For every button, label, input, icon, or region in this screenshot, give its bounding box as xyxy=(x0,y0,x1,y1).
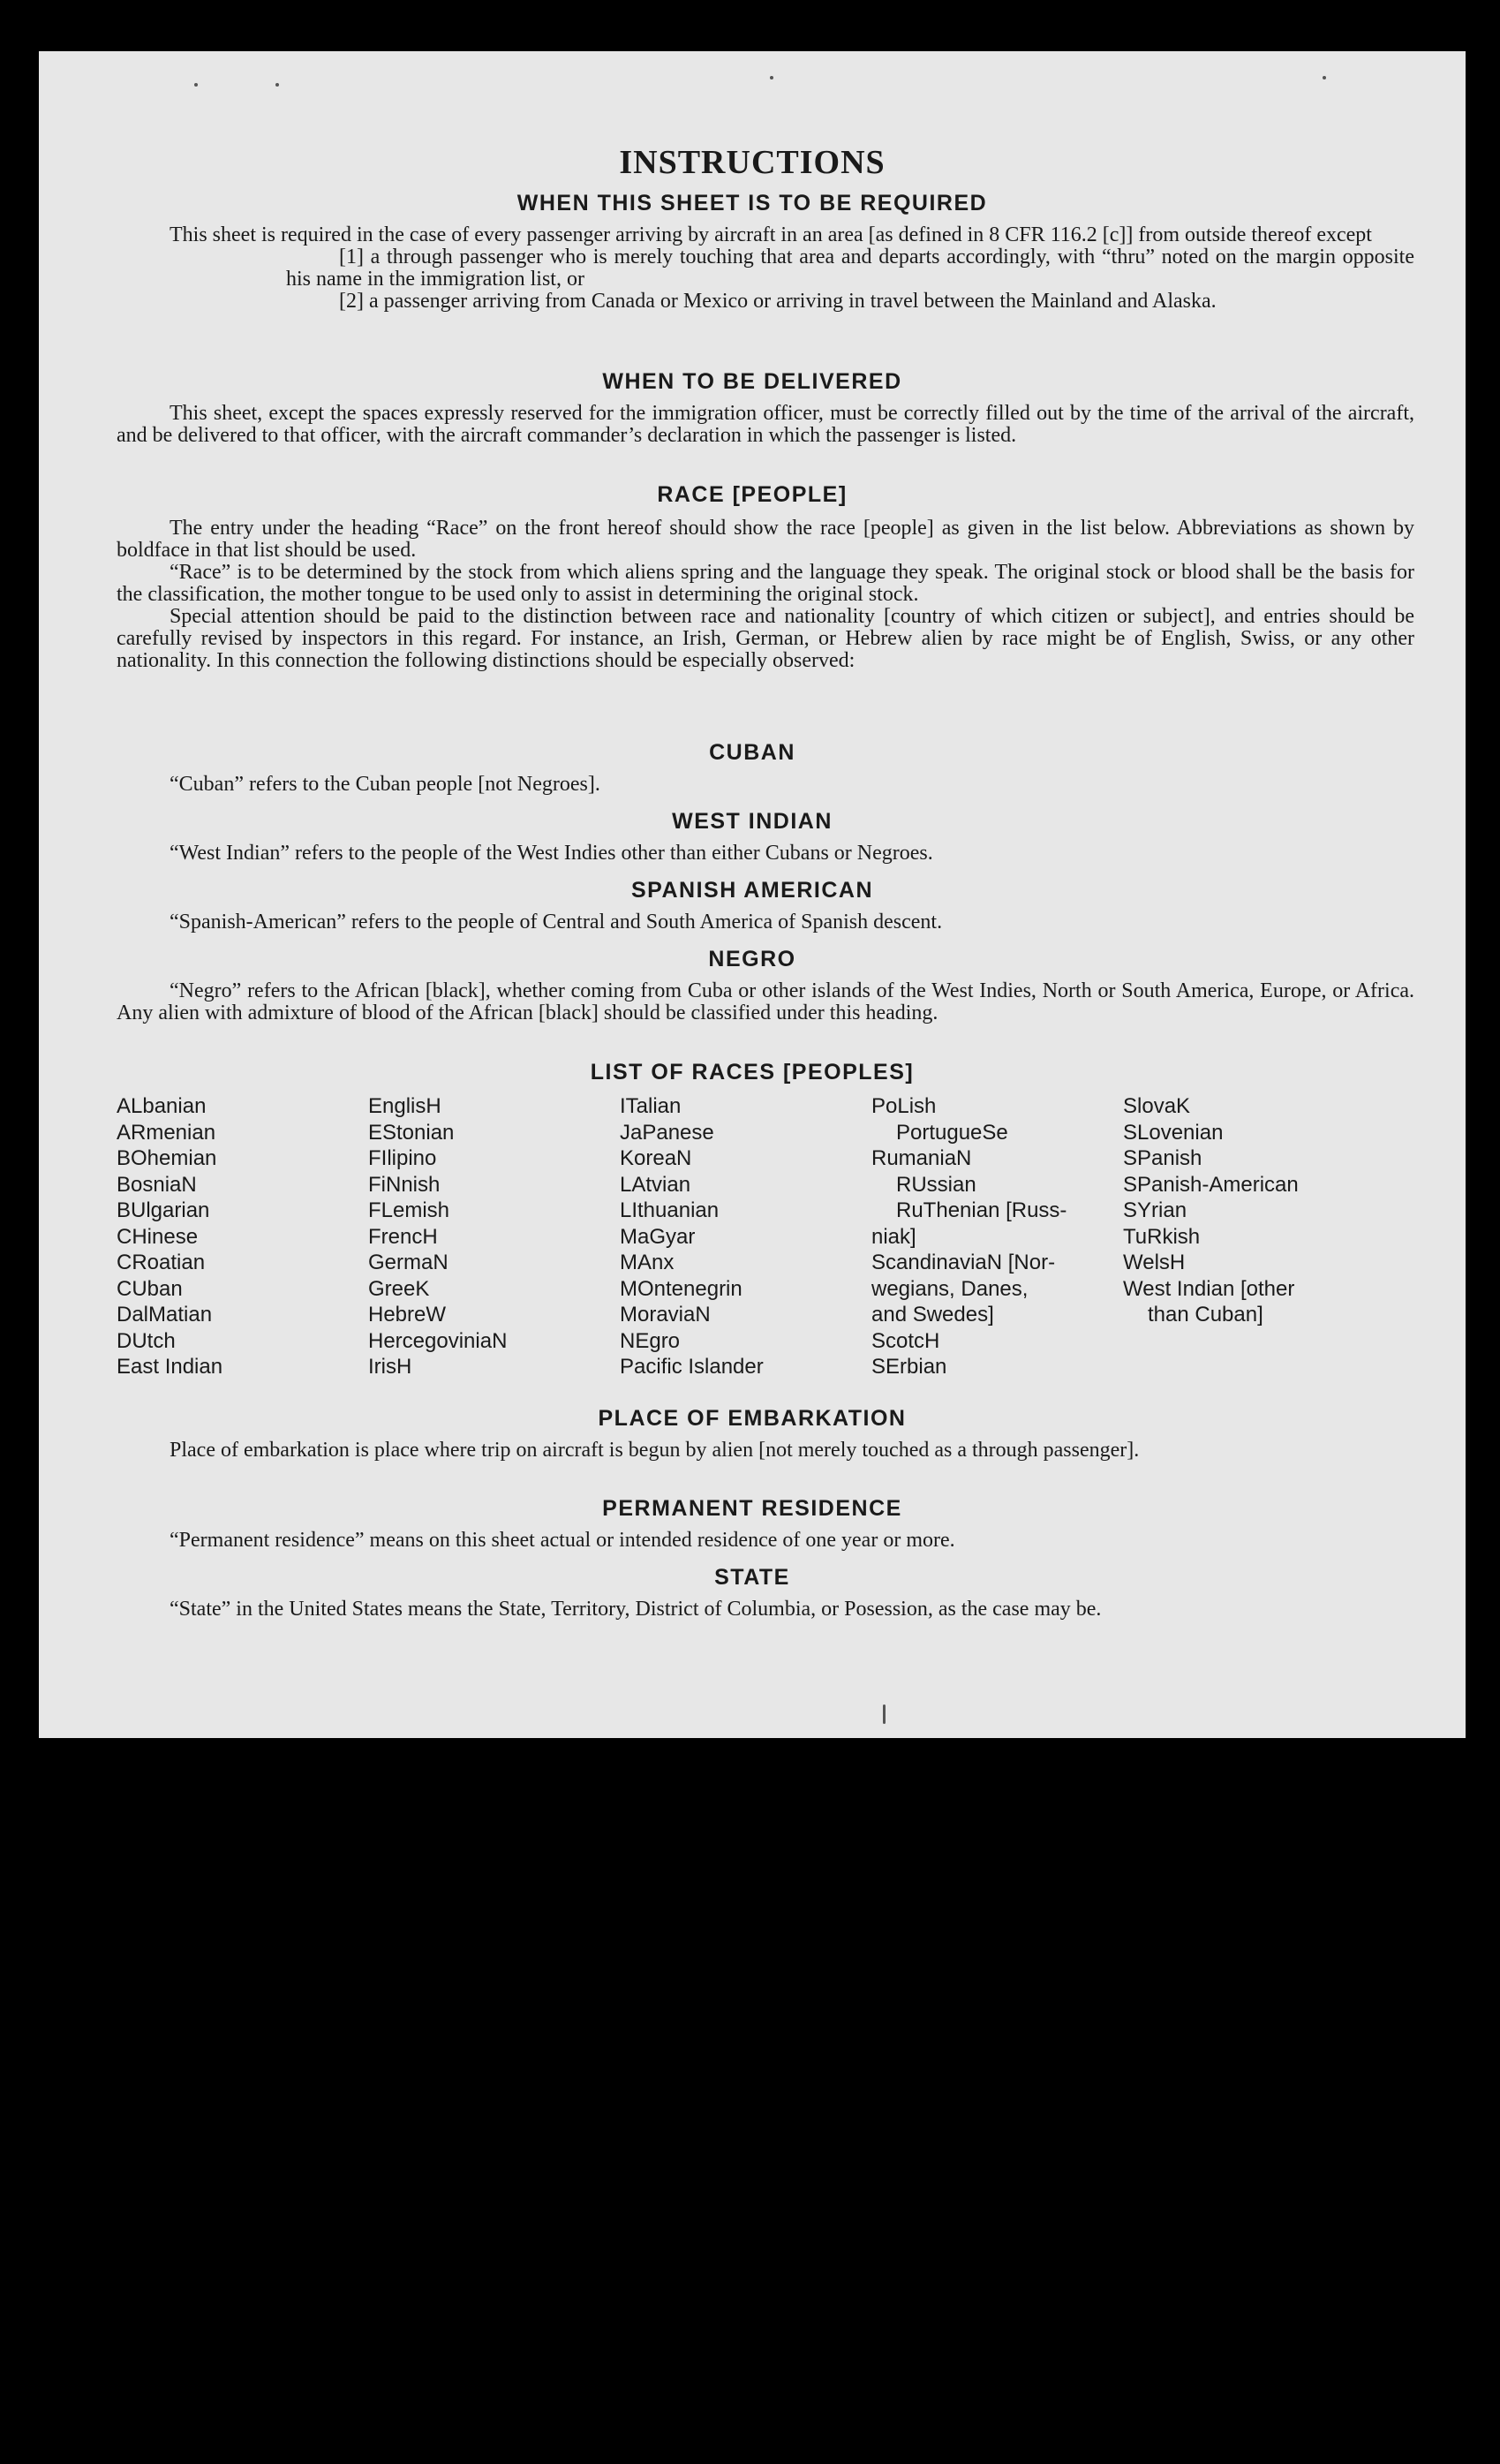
race-column-5 xyxy=(1123,1093,1370,1328)
scan-speck xyxy=(275,83,279,87)
race-entry: LIthuanian xyxy=(620,1198,720,1222)
race-entry: RuThenian [Russ- xyxy=(896,1198,1067,1222)
scan-speck xyxy=(770,76,773,79)
scan-speck xyxy=(194,83,198,87)
section-race xyxy=(117,518,1414,672)
race-entry: ScandinaviaN [Nor- xyxy=(871,1251,1056,1274)
race-entry: CHinese xyxy=(117,1224,199,1249)
race-entry: FiNnish xyxy=(368,1172,441,1197)
race-entry: SPanish-American xyxy=(1123,1172,1299,1197)
section-negro xyxy=(117,980,1414,1024)
race-entry: MAnx xyxy=(620,1251,675,1274)
race-entry: PortugueSe xyxy=(896,1120,1008,1145)
scan-speck xyxy=(1323,76,1326,79)
embarkation-text: Place of embarkation is place where trip on aircraft is begun by alien [not merely touched as a through passenger]. xyxy=(170,1439,1140,1462)
race-entry: SErbian xyxy=(871,1355,947,1379)
race-column-4 xyxy=(871,1093,1119,1380)
heading-spanish-american: SPANISH AMERICAN xyxy=(630,878,873,903)
heading-west-indian: WEST INDIAN xyxy=(672,809,833,834)
section-when-required xyxy=(117,224,1414,313)
race-entry: SYrian xyxy=(1123,1198,1187,1222)
race-entry: BosniaN xyxy=(117,1172,197,1197)
race-entry: HebreW xyxy=(368,1303,447,1326)
state-text: “State” in the United States means the State, Territory, District of Columbia, or Posession, as the case may be. xyxy=(170,1598,1102,1621)
race-entry: PoLish xyxy=(871,1094,937,1118)
race-entry: ALbanian xyxy=(117,1094,207,1118)
race-entry: ARmenian xyxy=(117,1120,216,1145)
race-entry: LAtvian xyxy=(620,1172,691,1197)
heading-race: RACE [PEOPLE] xyxy=(657,482,848,507)
race-paragraph-2: “Race” is to be determined by the stock from which aliens spring and the language they speak. The original stock or blood shall be the basis for the classification, the mother tongue to be used only to assist in determining the original stock. xyxy=(117,561,1414,606)
race-entry: and Swedes] xyxy=(871,1303,994,1326)
section-state xyxy=(117,1599,1414,1621)
race-entry: BUlgarian xyxy=(117,1198,210,1222)
race-entry: IrisH xyxy=(368,1355,412,1379)
race-entry: Pacific Islander xyxy=(620,1355,764,1379)
heading-when-delivered: WHEN TO BE DELIVERED xyxy=(602,369,902,394)
race-entry: KoreaN xyxy=(620,1146,692,1170)
race-entry: HercegoviniaN xyxy=(368,1328,508,1353)
section-when-delivered xyxy=(117,403,1414,447)
race-entry: SLovenian xyxy=(1123,1120,1224,1145)
west-indian-text: “West Indian” refers to the people of the West Indies other than either Cubans or Negroes. xyxy=(170,842,933,865)
page-title: INSTRUCTIONS xyxy=(619,144,886,181)
race-entry: CRoatian xyxy=(117,1251,206,1274)
heading-place-of-embarkation: PLACE OF EMBARKATION xyxy=(598,1406,907,1431)
section-spanish-american xyxy=(117,911,1414,933)
race-entry: niak] xyxy=(871,1224,916,1249)
section-cuban xyxy=(117,774,1414,796)
race-column-1 xyxy=(117,1093,364,1380)
race-entry: than Cuban] xyxy=(1148,1303,1263,1326)
race-entry: SPanish xyxy=(1123,1146,1202,1170)
race-entry: MaGyar xyxy=(620,1224,696,1249)
when-required-item-2: [2] a passenger arriving from Canada or Mexico or arriving in travel between the Mainland and Alaska. xyxy=(339,290,1217,313)
race-entry: JaPanese xyxy=(620,1120,714,1145)
race-entry: RUssian xyxy=(896,1172,976,1197)
section-west-indian xyxy=(117,843,1414,865)
section-embarkation xyxy=(117,1440,1414,1462)
race-entry: DalMatian xyxy=(117,1303,213,1326)
race-entry: EStonian xyxy=(368,1120,455,1145)
race-entry: ITalian xyxy=(620,1094,682,1118)
heading-when-required: WHEN THIS SHEET IS TO BE REQUIRED xyxy=(516,191,988,215)
heading-negro: NEGRO xyxy=(708,947,796,971)
race-paragraph-1: The entry under the heading “Race” on the front hereof should show the race [people] as given in the list below. Abbreviations as shown by boldface in that list should be used. xyxy=(117,517,1414,562)
when-delivered-text: This sheet, except the spaces expressly reserved for the immigration officer, must be correctly filled out by the time of the arrival of the aircraft, and be delivered to that officer, with the aircraft commander’s declaration in which the passenger is listed. xyxy=(117,402,1414,447)
residence-text: “Permanent residence” means on this sheet actual or intended residence of one year or more. xyxy=(170,1529,955,1552)
race-entry: BOhemian xyxy=(117,1146,217,1170)
section-residence xyxy=(117,1530,1414,1552)
heading-cuban: CUBAN xyxy=(709,740,795,765)
when-required-item-1: [1] a through passenger who is merely touching that area and departs accordingly, with “thru” noted on the margin opposite his name in the immigration list, or xyxy=(286,246,1414,291)
race-column-3 xyxy=(620,1093,867,1380)
race-column-2 xyxy=(368,1093,615,1380)
race-entry: RumaniaN xyxy=(871,1146,972,1170)
heading-permanent-residence: PERMANENT RESIDENCE xyxy=(602,1496,902,1521)
race-entry: West Indian [other xyxy=(1123,1276,1295,1301)
negro-text: “Negro” refers to the African [black], whether coming from Cuba or other islands of the West Indies, North or South America, Europe, or Africa. Any alien with admixture of blood of the African [black] should be classified under this heading. xyxy=(117,979,1414,1024)
race-entry: East Indian xyxy=(117,1355,223,1379)
when-required-intro: This sheet is required in the case of every passenger arriving by aircraft in an area [as defined in 8 CFR 116.2 [c]] from outside thereof except xyxy=(170,223,1372,246)
race-entry: EnglisH xyxy=(368,1094,441,1118)
race-entry: ScotcH xyxy=(871,1328,940,1353)
race-entry: SlovaK xyxy=(1123,1094,1191,1118)
race-entry: MOntenegrin xyxy=(620,1276,742,1301)
race-entry: CUban xyxy=(117,1276,183,1301)
cuban-text: “Cuban” refers to the Cuban people [not Negroes]. xyxy=(170,773,600,796)
spanish-american-text: “Spanish-American” refers to the people of Central and South America of Spanish descent. xyxy=(170,911,943,933)
race-entry: FIlipino xyxy=(368,1146,437,1170)
race-entry: TuRkish xyxy=(1123,1224,1201,1249)
race-paragraph-3: Special attention should be paid to the distinction between race and nationality [country of which citizen or subject], and entries should be carefully revised by inspectors in this regard. For instance, an Irish, German, or Hebrew alien by race might be of English, Swiss, or any other nationality. In this connection the following distinctions should be especially observed: xyxy=(117,605,1414,672)
race-entry: wegians, Danes, xyxy=(871,1276,1029,1301)
race-entry: GermaN xyxy=(368,1251,448,1274)
document-sheet xyxy=(39,51,1466,1738)
race-entry: FLemish xyxy=(368,1198,450,1222)
race-entry: NEgro xyxy=(620,1328,681,1353)
heading-state: STATE xyxy=(714,1565,790,1590)
race-entry: DUtch xyxy=(117,1328,176,1353)
race-entry: FrencH xyxy=(368,1224,438,1249)
race-entry: WelsH xyxy=(1123,1251,1186,1274)
race-entry: MoraviaN xyxy=(620,1303,711,1326)
scan-speck xyxy=(883,1704,886,1724)
race-entry: GreeK xyxy=(368,1276,430,1301)
heading-list-of-races: LIST OF RACES [PEOPLES] xyxy=(590,1060,915,1085)
